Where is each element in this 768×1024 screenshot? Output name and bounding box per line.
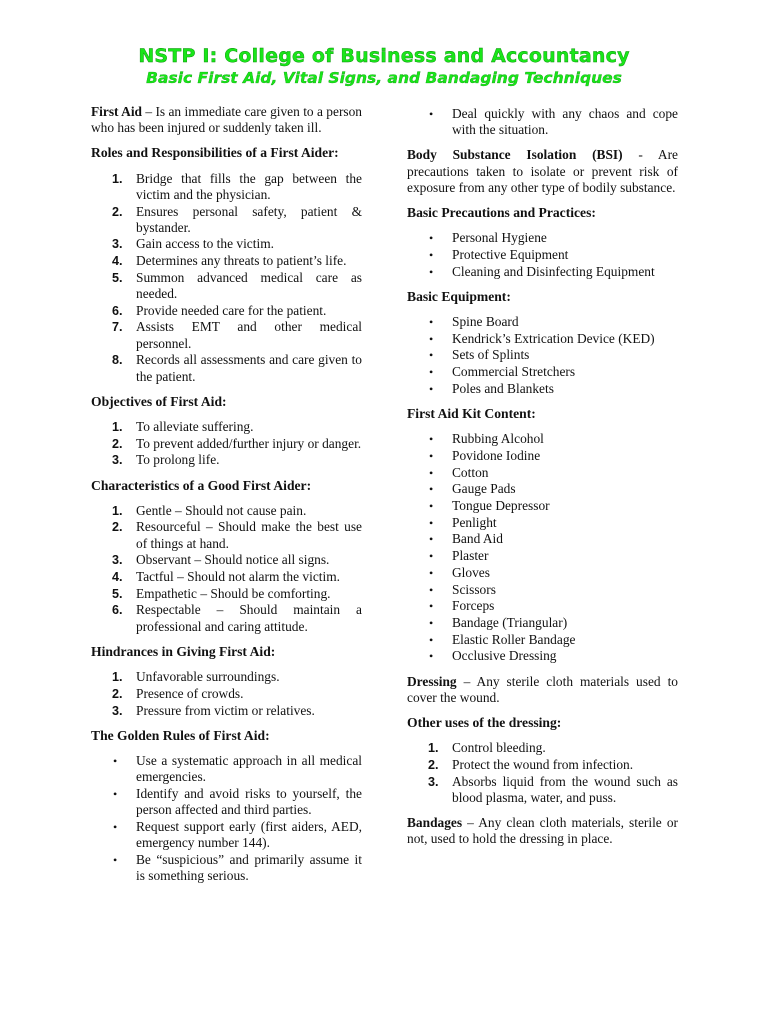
list-number: 3.	[112, 553, 123, 568]
bullet-icon: •	[113, 753, 118, 768]
list-item-text: Spine Board	[452, 314, 519, 330]
list-item	[91, 452, 362, 468]
list-item	[407, 648, 678, 664]
list-item	[91, 786, 362, 818]
list-item-text: Plaster	[452, 548, 489, 564]
list-item	[91, 852, 362, 884]
list-item	[407, 264, 678, 280]
bullet-icon: •	[429, 482, 434, 497]
list-item	[91, 436, 362, 452]
dressing-term: Dressing	[407, 673, 457, 689]
list-item	[407, 481, 678, 497]
list-item-text: Identify and avoid risks to yourself, the person affected and third parties.	[136, 785, 362, 818]
list-item-text: To prolong life.	[136, 452, 220, 468]
list-item	[407, 757, 678, 773]
characteristics-list	[91, 503, 362, 635]
list-item-text: Protective Equipment	[452, 246, 569, 262]
list-item-text: Gentle – Should not cause pain.	[136, 502, 307, 518]
list-item-text: Observant – Should notice all signs.	[136, 552, 330, 568]
document-title: NSTP I: College of Business and Accountancy	[138, 45, 630, 67]
list-item	[407, 106, 678, 138]
list-item-text: Respectable – Should maintain a professional and caring attitude.	[136, 602, 362, 634]
list-item	[407, 582, 678, 598]
kit-list	[407, 431, 678, 664]
list-number: 4.	[112, 570, 123, 585]
list-item	[407, 431, 678, 447]
list-number: 1.	[112, 503, 123, 518]
list-number: 2.	[428, 757, 439, 772]
bullet-icon: •	[429, 565, 434, 580]
list-item	[91, 171, 362, 203]
list-item-text: Forceps	[452, 598, 495, 614]
bullet-icon: •	[113, 852, 118, 867]
roles-heading: Roles and Responsibilities of a First Aider:	[91, 145, 339, 161]
list-item-text: Scissors	[452, 581, 496, 597]
list-item	[407, 364, 678, 380]
dressing-definition	[407, 674, 678, 706]
bullet-icon: •	[429, 532, 434, 547]
list-item	[91, 602, 362, 634]
precautions-heading: Basic Precautions and Practices:	[407, 205, 596, 221]
list-number: 5.	[112, 270, 123, 285]
list-item-text: Rubbing Alcohol	[452, 431, 544, 447]
precautions-list	[407, 230, 678, 280]
list-item-text: Band Aid	[452, 531, 503, 547]
bullet-icon: •	[429, 582, 434, 597]
list-item	[91, 819, 362, 851]
list-item	[407, 314, 678, 330]
list-item-text: Protect the wound from infection.	[452, 756, 634, 772]
first-aid-term: First Aid	[91, 104, 142, 119]
list-number: 3.	[112, 703, 123, 718]
list-number: 1.	[112, 419, 123, 434]
list-item-text: Cleaning and Disinfecting Equipment	[452, 263, 655, 279]
characteristics-heading: Characteristics of a Good First Aider:	[91, 477, 312, 493]
bullet-icon: •	[429, 365, 434, 380]
list-item	[91, 753, 362, 785]
golden-rules-heading: The Golden Rules of First Aid:	[91, 727, 270, 743]
bullet-icon: •	[429, 315, 434, 330]
bullet-icon: •	[429, 499, 434, 514]
bullet-icon: •	[429, 632, 434, 647]
left-column	[91, 104, 362, 893]
list-item	[91, 419, 362, 435]
list-number: 5.	[112, 586, 123, 601]
list-item-text: Request support early (first aiders, AED, emergency number 144).	[136, 818, 362, 850]
bullet-icon: •	[113, 786, 118, 801]
list-item-text: Assists EMT and other medical personnel.	[136, 319, 362, 351]
list-item-text: Determines any threats to patient’s life.	[136, 253, 347, 269]
document-subtitle: Basic First Aid, Vital Signs, and Bandaging Techniques	[146, 69, 622, 87]
list-item	[407, 774, 678, 806]
kit-heading: First Aid Kit Content:	[407, 406, 536, 422]
list-item-text: Commercial Stretchers	[452, 364, 576, 380]
list-item	[91, 519, 362, 551]
list-item-text: Poles and Blankets	[452, 380, 554, 396]
list-item	[91, 319, 362, 351]
list-item	[91, 569, 362, 585]
list-number: 3.	[428, 774, 439, 789]
list-item	[407, 515, 678, 531]
list-item	[407, 448, 678, 464]
list-item-text: Empathetic – Should be comforting.	[136, 585, 331, 601]
list-number: 2.	[112, 204, 123, 219]
list-item-text: Gain access to the victim.	[136, 236, 274, 252]
list-item-text: Penlight	[452, 514, 497, 530]
list-item-text: Control bleeding.	[452, 740, 546, 756]
bullet-icon: •	[429, 247, 434, 262]
list-item-text: Be “suspicious” and primarily assume it is something serious.	[136, 851, 362, 883]
bandages-definition	[407, 815, 678, 847]
bullet-icon: •	[429, 515, 434, 530]
list-number: 7.	[112, 320, 123, 335]
list-item-text: Elastic Roller Bandage	[452, 631, 576, 647]
list-item-text: Gloves	[452, 564, 490, 580]
golden-rules-list-continued	[407, 106, 678, 138]
list-item-text: Bridge that fills the gap between the victim and the physician.	[136, 170, 362, 202]
hindrances-list	[91, 669, 362, 719]
objectives-list	[91, 419, 362, 469]
list-item-text: Records all assessments and care given to the patient.	[136, 352, 362, 384]
list-item-text: Personal Hygiene	[452, 230, 547, 246]
list-item	[407, 531, 678, 547]
roles-list	[91, 171, 362, 385]
list-number: 1.	[112, 171, 123, 186]
bullet-icon: •	[113, 819, 118, 834]
list-item	[91, 686, 362, 702]
list-item	[407, 565, 678, 581]
list-item	[407, 230, 678, 246]
list-number: 1.	[112, 670, 123, 685]
list-number: 2.	[112, 520, 123, 535]
list-item-text: Absorbs liquid from the wound such as blood plasma, water, and puss.	[452, 773, 678, 805]
list-item	[407, 381, 678, 397]
list-number: 3.	[112, 237, 123, 252]
list-item	[407, 632, 678, 648]
document-header	[0, 44, 768, 88]
list-item	[91, 270, 362, 302]
right-column	[407, 106, 678, 856]
list-number: 2.	[112, 686, 123, 701]
bullet-icon: •	[429, 348, 434, 363]
list-item	[407, 347, 678, 363]
list-item	[91, 552, 362, 568]
list-item-text: To alleviate suffering.	[136, 418, 254, 434]
list-item	[407, 598, 678, 614]
list-item-text: To prevent added/further injury or danger.	[136, 435, 362, 451]
objectives-heading: Objectives of First Aid:	[91, 393, 227, 409]
list-item	[91, 703, 362, 719]
list-item-text: Presence of crowds.	[136, 685, 244, 701]
other-uses-list	[407, 740, 678, 806]
list-item	[407, 615, 678, 631]
list-item-text: Kendrick’s Extrication Device (KED)	[452, 330, 655, 346]
bsi-definition	[407, 147, 678, 196]
list-item-text: Gauge Pads	[452, 481, 516, 497]
list-number: 6.	[112, 603, 123, 618]
list-item	[407, 247, 678, 263]
golden-rules-list	[91, 753, 362, 884]
list-item-text: Unfavorable surroundings.	[136, 669, 280, 685]
bullet-icon: •	[429, 107, 434, 121]
list-number: 6.	[112, 303, 123, 318]
list-number: 3.	[112, 453, 123, 468]
bsi-def-text: - Are precautions taken to isolate or prevent risk of exposure from any other type of bodily substance.	[407, 147, 678, 195]
list-item-text: Ensures personal safety, patient & bystander.	[136, 203, 362, 235]
bullet-icon: •	[429, 432, 434, 447]
list-item	[91, 303, 362, 319]
bullet-icon: •	[429, 264, 434, 279]
bsi-term: Body Substance Isolation (BSI)	[407, 147, 623, 163]
bullet-icon: •	[429, 448, 434, 463]
dressing-def-text: – Any sterile cloth materials used to cover the wound.	[407, 673, 678, 705]
list-item-text: Cotton	[452, 464, 489, 480]
list-item	[407, 331, 678, 347]
list-item	[407, 498, 678, 514]
list-item-text: Pressure from victim or relatives.	[136, 702, 315, 718]
bandages-term: Bandages	[407, 815, 463, 831]
other-uses-heading: Other uses of the dressing:	[407, 715, 562, 730]
equipment-heading: Basic Equipment:	[407, 288, 511, 304]
list-item-text: Tongue Depressor	[452, 498, 550, 514]
list-item	[91, 236, 362, 252]
list-number: 2.	[112, 436, 123, 451]
list-number: 8.	[112, 353, 123, 368]
bullet-icon: •	[429, 231, 434, 246]
list-item	[91, 253, 362, 269]
list-item-text: Summon advanced medical care as needed.	[136, 269, 362, 302]
bullet-icon: •	[429, 615, 434, 630]
list-item-text: Resourceful – Should make the best use of things at hand.	[136, 519, 362, 551]
list-item-text: Occlusive Dressing	[452, 648, 557, 664]
list-item	[91, 352, 362, 384]
bullet-icon: •	[429, 599, 434, 614]
equipment-list	[407, 314, 678, 397]
bandages-def-text: – Any clean cloth materials, sterile or not, used to hold the dressing in place.	[407, 815, 678, 847]
list-item-text: Povidone Iodine	[452, 447, 541, 463]
list-item-text: Sets of Splints	[452, 347, 530, 363]
bullet-icon: •	[429, 331, 434, 346]
first-aid-definition	[91, 104, 362, 136]
list-item	[91, 669, 362, 685]
bullet-icon: •	[429, 649, 434, 664]
list-item	[91, 586, 362, 602]
bullet-icon: •	[429, 549, 434, 564]
first-aid-def-text: – Is an immediate care given to a person who has been injured or suddenly taken ill.	[91, 104, 363, 136]
list-item-text: Bandage (Triangular)	[452, 614, 568, 630]
list-item	[91, 503, 362, 519]
list-item-text: Deal quickly with any chaos and cope with the situation.	[452, 106, 678, 138]
list-number: 4.	[112, 254, 123, 269]
bullet-icon: •	[429, 381, 434, 396]
bullet-icon: •	[429, 465, 434, 480]
list-item-text: Use a systematic approach in all medical emergencies.	[136, 752, 362, 785]
hindrances-heading: Hindrances in Giving First Aid:	[91, 643, 276, 659]
list-item-text: Provide needed care for the patient.	[136, 302, 327, 318]
list-item-text: Tactful – Should not alarm the victim.	[136, 569, 340, 585]
list-item	[407, 465, 678, 481]
list-item	[91, 204, 362, 236]
list-item	[407, 740, 678, 756]
list-item	[407, 548, 678, 564]
list-number: 1.	[428, 741, 439, 756]
